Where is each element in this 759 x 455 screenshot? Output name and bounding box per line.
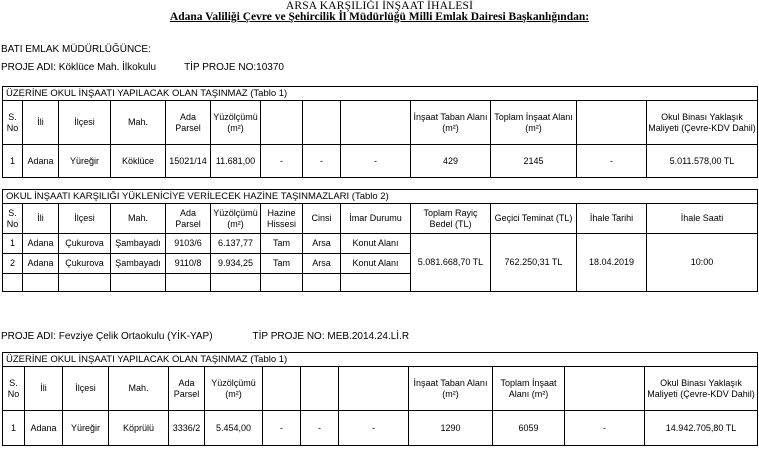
cell: -: [261, 145, 303, 178]
header-cell: İli: [23, 101, 59, 145]
header-cell: Toplam Rayiç Bedel (TL): [411, 204, 491, 234]
header-cell: [263, 367, 301, 411]
header-cell: [577, 101, 647, 145]
project2-type: TİP PROJE NO: MEB.2014.24.Lİ.R: [252, 331, 410, 342]
cell: 15021/14: [166, 145, 211, 178]
header-cell: Okul Binası Yaklaşık Maliyeti (Çevre-KDV Dahil): [647, 101, 758, 145]
cell: Yüreğir: [59, 145, 111, 178]
header-cell: [301, 367, 339, 411]
cell: Şambayadı: [111, 234, 166, 254]
header-cell: Yüzölçümü (m²): [211, 204, 261, 234]
cell: 1: [3, 234, 23, 254]
project1-table2: [2, 189, 758, 292]
cell: [59, 274, 111, 292]
cell: Konut Alanı: [341, 254, 411, 274]
header-cell: Toplam İnşaat Alanı (m²): [491, 101, 577, 145]
directorate-label: BATI EMLAK MÜDÜRLÜĞÜNCE:: [1, 44, 151, 55]
table-caption: ÜZERİNE OKUL İNŞAATI YAPILACAK OLAN TAŞINMAZ (Tablo 1): [3, 353, 758, 367]
header-cell: [565, 367, 645, 411]
cell: -: [301, 411, 339, 446]
cell: 1290: [409, 411, 493, 446]
header-cell: İli: [25, 367, 63, 411]
header-cell: İlçesi: [59, 204, 111, 234]
header-cell: Hazine Hissesi: [261, 204, 303, 234]
header-cell: Toplam İnşaat Alanı (m²): [493, 367, 565, 411]
cell: Adana: [23, 145, 59, 178]
cell: Çukurova: [59, 254, 111, 274]
header-cell: [303, 101, 341, 145]
cell: 2145: [491, 145, 577, 178]
cell: [111, 274, 166, 292]
table-caption: OKUL İNŞAATI KARŞILIĞI YÜKLENİCİYE VERİLECEK HAZİNE TAŞINMAZLARI (Tablo 2): [3, 190, 758, 204]
cell: Adana: [25, 411, 63, 446]
project1-line: [1, 62, 284, 73]
header-cell: İmar Durumu: [341, 204, 411, 234]
cell: -: [263, 411, 301, 446]
cell: Tam: [261, 254, 303, 274]
header-cell: Geçici Teminat (TL): [491, 204, 577, 234]
cell: 9103/6: [166, 234, 211, 254]
cell: Adana: [23, 254, 59, 274]
cell: Tam: [261, 234, 303, 254]
header-cell: Mah.: [111, 101, 166, 145]
cell: Arsa: [303, 254, 341, 274]
cell: Çukurova: [59, 234, 111, 254]
cell: -: [565, 411, 645, 446]
header-cell: S. No: [3, 101, 23, 145]
cell: Şambayadı: [111, 254, 166, 274]
header-title: ARSA KARŞILIĞI İNŞAAT İHALESİ: [285, 0, 474, 12]
cell: 762.250,31 TL: [491, 234, 577, 292]
cell: 1: [3, 411, 25, 446]
header-cell: Yüzölçümü (m²): [205, 367, 263, 411]
cell: -: [339, 411, 409, 446]
header-cell: Ada Parsel: [169, 367, 205, 411]
header-cell: Cinsi: [303, 204, 341, 234]
header-cell: Mah.: [111, 204, 166, 234]
cell: 5.081.668,70 TL: [411, 234, 491, 292]
project2-table1: [2, 352, 758, 446]
header-cell: S. No: [3, 367, 25, 411]
cell: 11.681,00: [211, 145, 261, 178]
cell: 6059: [493, 411, 565, 446]
header-cell: Mah.: [109, 367, 169, 411]
cell: [211, 274, 261, 292]
header-cell: [261, 101, 303, 145]
cell: [166, 274, 211, 292]
header-cell: İli: [23, 204, 59, 234]
cell: 1: [3, 145, 23, 178]
header-cell: İhale Saati: [647, 204, 758, 234]
cell: Konut Alanı: [341, 234, 411, 254]
cell: 10:00: [647, 234, 758, 292]
header-cell: Ada Parsel: [166, 101, 211, 145]
cell: 5.011.578,00 TL: [647, 145, 758, 178]
project2-name: PROJE ADI: Fevziye Çelik Ortaokulu (YİK-YAP): [1, 331, 213, 342]
cell: 429: [411, 145, 491, 178]
cell: -: [341, 145, 411, 178]
table-row: [3, 234, 758, 254]
project1-type: TİP PROJE NO:10370: [184, 62, 284, 73]
header-cell: İnşaat Taban Alanı (m²): [409, 367, 493, 411]
cell: 2: [3, 254, 23, 274]
cell: [23, 274, 59, 292]
cell: [261, 274, 303, 292]
project2-line: [1, 331, 409, 342]
cell: 5.454,00: [205, 411, 263, 446]
cell: 3336/2: [169, 411, 205, 446]
cell: Yüreğir: [63, 411, 109, 446]
header-cell: S. No: [3, 204, 23, 234]
cell: 9.934,25: [211, 254, 261, 274]
cell: -: [303, 145, 341, 178]
cell: Adana: [23, 234, 59, 254]
header-cell: Ada Parsel: [166, 204, 211, 234]
cell: Köklüce: [111, 145, 166, 178]
header-cell: İlçesi: [59, 101, 111, 145]
cell: 14.942.705,80 TL: [645, 411, 758, 446]
header-cell: [341, 101, 411, 145]
cell: [341, 274, 411, 292]
project1-table1: [2, 86, 758, 178]
cell: -: [577, 145, 647, 178]
header-cell: İhale Tarihi: [577, 204, 647, 234]
header-cell: Yüzölçümü (m²): [211, 101, 261, 145]
table-row: [3, 145, 758, 178]
header-cell: İlçesi: [63, 367, 109, 411]
cell: Köprülü: [109, 411, 169, 446]
header-cell: [339, 367, 409, 411]
cell: [3, 274, 23, 292]
cell: 6.137,77: [211, 234, 261, 254]
cell: Arsa: [303, 234, 341, 254]
cell: 18.04.2019: [577, 234, 647, 292]
project1-name: PROJE ADI: Köklüce Mah. İlkokulu: [1, 62, 157, 73]
header-cell: İnşaat Taban Alanı (m²): [411, 101, 491, 145]
table-caption: ÜZERİNE OKUL İNŞAATI YAPILACAK OLAN TAŞINMAZ (Tablo 1): [3, 87, 758, 101]
header-cell: Okul Binası Yaklaşık Maliyeti (Çevre-KDV Dahil): [645, 367, 758, 411]
cell: 9110/8: [166, 254, 211, 274]
header-subtitle: Adana Valiliği Çevre ve Şehircilik İl Müdürlüğü Milli Emlak Dairesi Başkanlığından:: [169, 11, 590, 23]
cell: [303, 274, 341, 292]
table-row: [3, 411, 758, 446]
